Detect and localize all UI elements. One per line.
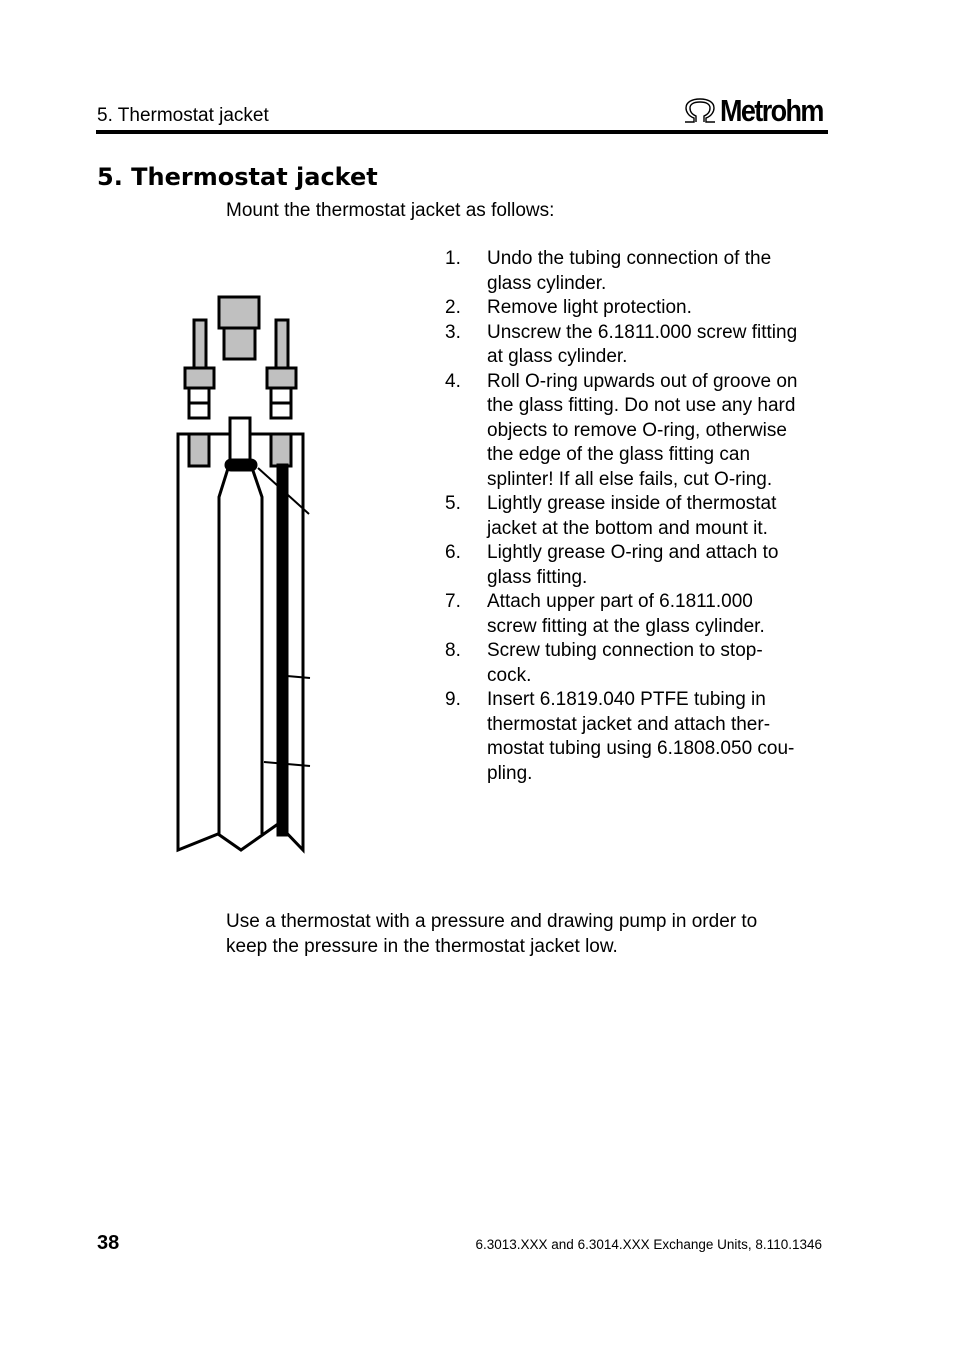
logo-text: Metrohm	[720, 93, 823, 128]
o-ring	[226, 460, 256, 470]
list-item	[445, 541, 835, 590]
page-number: 38	[97, 1232, 120, 1254]
step-number: 5.	[445, 493, 461, 514]
right-fitting-nut	[267, 368, 296, 388]
footer-document-title: 6.3013.XXX and 6.3014.XXX Exchange Units, 8.110.1346	[475, 1237, 822, 1252]
pump-note: Use a thermostat with a pressure and drawing pump in order to keep the pressure in the thermostat jacket low.	[226, 911, 758, 957]
stopper-cap	[219, 297, 259, 328]
step-text: Attach upper part of 6.1811.000 screw fitting at the glass cylinder.	[487, 591, 765, 637]
list-item	[445, 639, 835, 688]
ptfe-tubing	[278, 465, 287, 835]
step-number: 4.	[445, 370, 461, 392]
right-port	[271, 434, 291, 466]
step-text: Insert 6.1819.040 PTFE tubing in thermostat jacket and attach ther- mostat tubing using 6.1808.050 cou- pling.	[487, 689, 795, 784]
left-fitting-stem	[194, 320, 206, 368]
header-rule	[96, 130, 828, 134]
intro-text: Mount the thermostat jacket as follows:	[226, 200, 555, 221]
left-fitting-ring	[189, 388, 209, 403]
omega-icon	[682, 97, 718, 125]
glass-tube-top	[230, 418, 250, 462]
step-text: Lightly grease inside of thermostat jacket at the bottom and mount it.	[487, 493, 777, 539]
step-number: 8.	[445, 640, 461, 661]
right-fitting-stem	[276, 320, 288, 368]
step-text: Undo the tubing connection of the glass cylinder.	[487, 248, 772, 294]
left-fitting-nut	[185, 368, 214, 388]
list-item	[445, 370, 835, 493]
step-text: Screw tubing connection to stop- cock.	[487, 640, 763, 686]
list-item	[445, 688, 835, 786]
step-number: 2.	[445, 297, 461, 318]
list-item	[445, 321, 835, 370]
thermostat-jacket-figure	[172, 292, 314, 854]
instruction-steps	[445, 247, 835, 786]
list-item	[445, 492, 835, 541]
step-text: Roll O-ring upwards out of groove on the glass fitting. Do not use any hard objects to remove O-ring, otherwise the edge of the glass fitting can splinter! If all else fails, cut O-ring.	[487, 370, 798, 490]
section-title: 5. Thermostat jacket	[97, 163, 378, 191]
step-number: 3.	[445, 321, 461, 343]
left-port	[189, 434, 209, 466]
stopper-neck	[224, 328, 255, 359]
right-fitting-ring	[271, 388, 291, 403]
step-text: Lightly grease O-ring and attach to glass fitting.	[487, 542, 779, 588]
step-number: 6.	[445, 542, 461, 563]
step-number: 7.	[445, 591, 461, 612]
list-item	[445, 296, 835, 321]
list-item	[445, 590, 835, 639]
step-text: Unscrew the 6.1811.000 screw fitting at glass cylinder.	[487, 321, 798, 367]
running-head: 5. Thermostat jacket	[97, 105, 269, 126]
step-number: 9.	[445, 689, 461, 710]
right-fitting-ring-2	[271, 403, 291, 418]
list-item	[445, 247, 835, 296]
left-fitting-ring-2	[189, 403, 209, 418]
step-text: Remove light protection.	[487, 297, 692, 318]
step-number: 1.	[445, 248, 461, 269]
metrohm-logo	[682, 95, 824, 127]
